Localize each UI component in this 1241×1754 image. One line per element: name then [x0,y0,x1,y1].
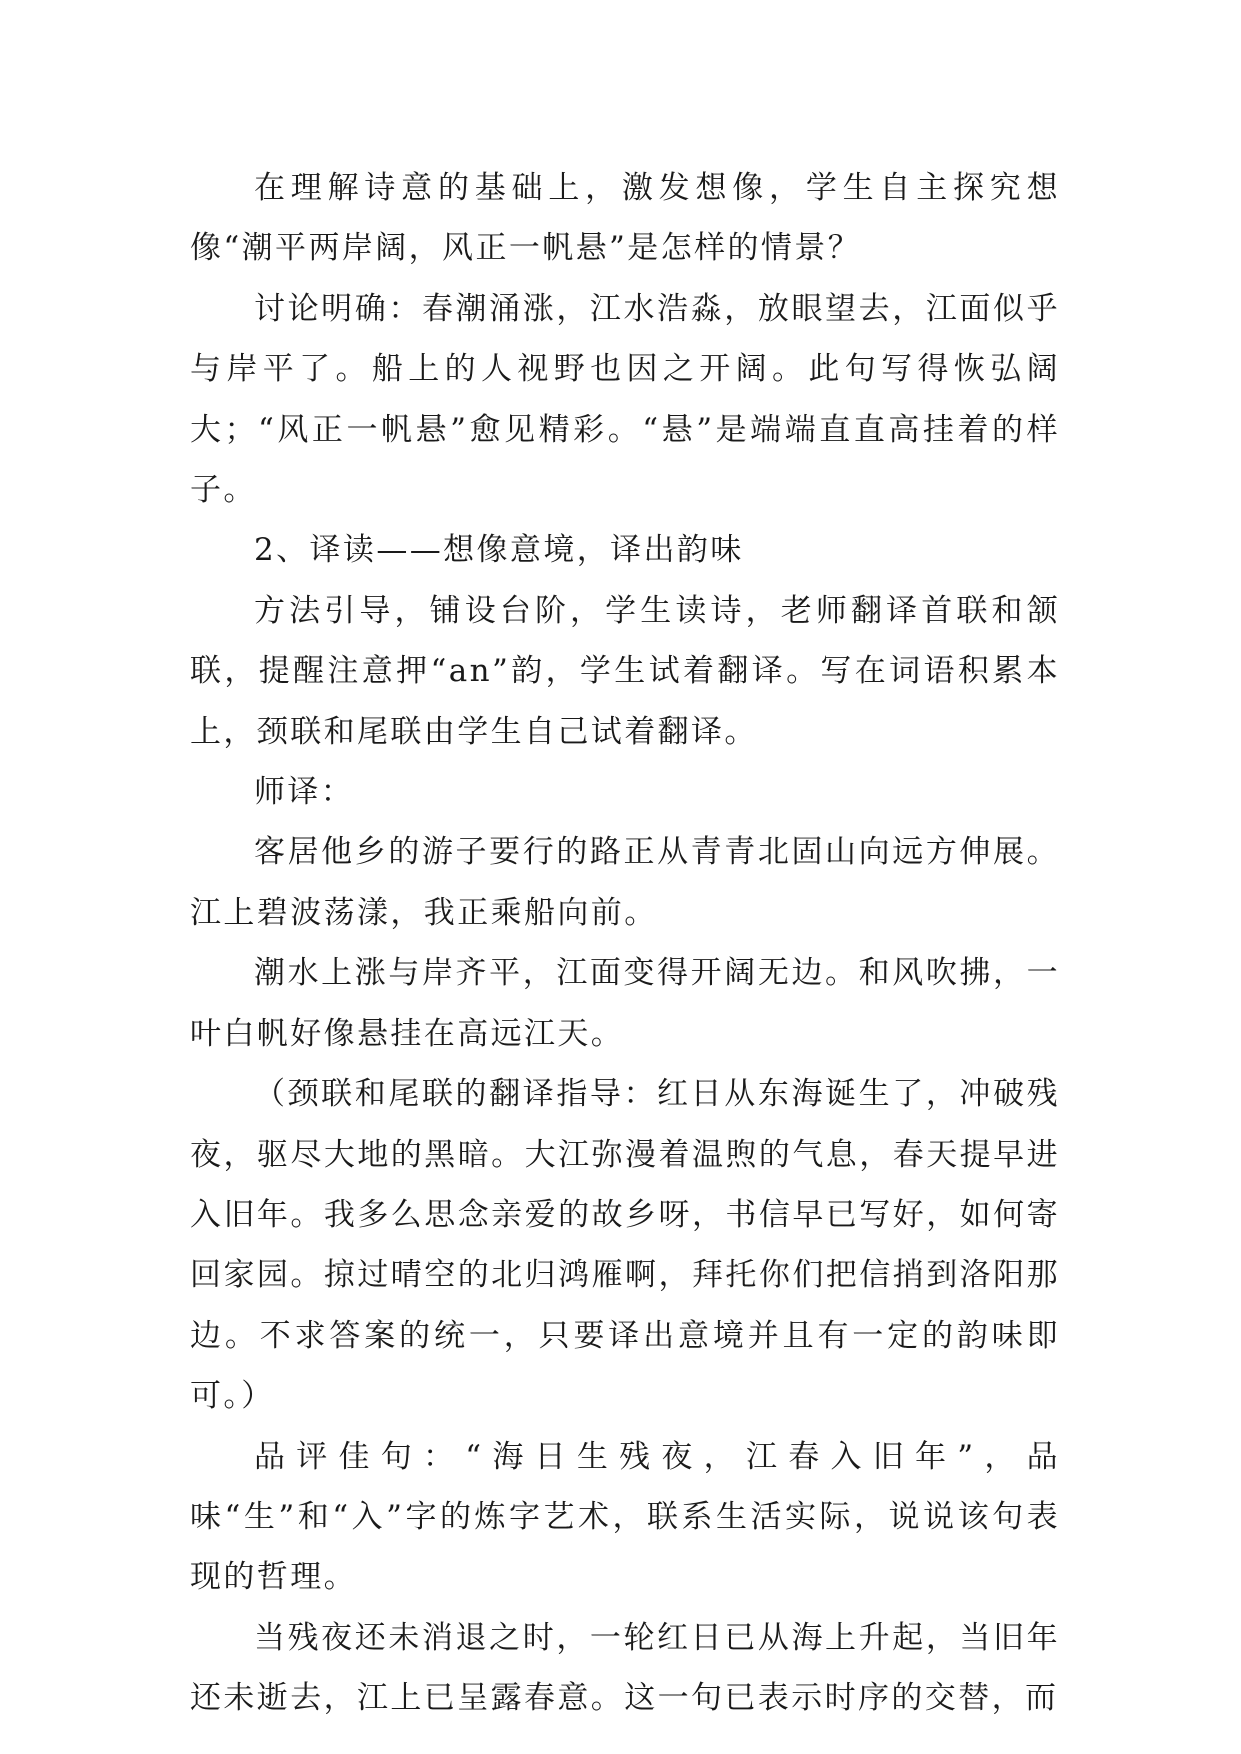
document-body [190,158,1060,1729]
paragraph-method: 方法引导，铺设台阶，学生读诗，老师翻译首联和颔联，提醒注意押“an”韵，学生试着翻译。写在词语积累本上，颈联和尾联由学生自己试着翻译。 [190,592,1060,750]
paragraph-translation-guidance: （颈联和尾联的翻译指导：红日从东海诞生了，冲破残夜，驱尽大地的黑暗。大江弥漫着温煦的气息，春天提早进入旧年。我多么思念亲爱的故乡呀，书信早已写好，如何寄回家园。掠过晴空的北归鸿雁啊，拜托你们把信捎到洛阳那边。不求答案的统一，只要译出意境并且有一定的韵味即可。） [190,1076,1060,1415]
paragraph-appreciation: 品评佳句：“海日生残夜，江春入旧年”，品味“生”和“入”字的炼字艺术，联系生活实际，说说该句表现的哲理。 [190,1438,1060,1596]
paragraph-teacher-translation-label: 师译： [254,774,355,811]
paragraph-imagine-scene: 在理解诗意的基础上，激发想像，学生自主探究想像“潮平两岸阔，风正一帆悬”是怎样的情景？ [190,170,1060,267]
paragraph-explanation: 当残夜还未消退之时，一轮红日已从海上升起，当旧年还未逝去，江上已呈露春意。这一句已表示时序的交替，而 [190,1619,1060,1717]
paragraph-discussion: 讨论明确：春潮涌涨，江水浩淼，放眼望去，江面似乎与岸平了。船上的人视野也因之开阔。此句写得恢弘阔大；“风正一帆悬”愈见精彩。“悬”是端端直直高挂着的样子。 [190,290,1060,509]
section-heading-translation: 2、译读——想像意境，译出韵味 [254,532,744,569]
paragraph-translation-2: 潮水上涨与岸齐平，江面变得开阔无边。和风吹拂，一叶白帆好像悬挂在高远江天。 [190,955,1060,1052]
paragraph-translation-1: 客居他乡的游子要行的路正从青青北固山向远方伸展。江上碧波荡漾，我正乘船向前。 [190,834,1060,931]
